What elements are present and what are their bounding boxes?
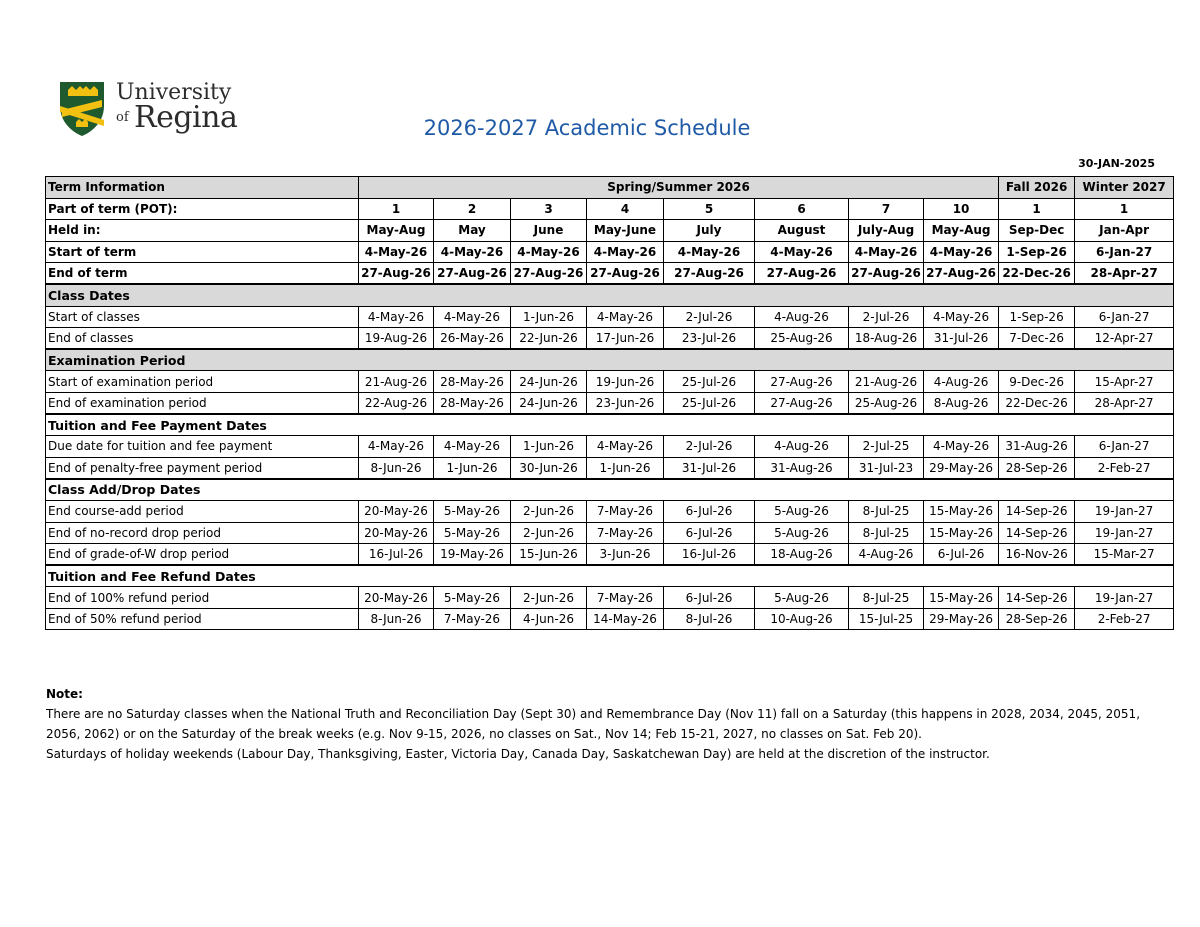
table-cell: 7 [849,198,924,220]
table-cell: 26-May-26 [434,328,511,350]
table-cell: 2-Jul-26 [849,306,924,328]
table-cell: 27-Aug-26 [755,392,849,414]
table-cell: May-June [587,220,664,242]
table-cell: 27-Aug-26 [359,263,434,285]
table-cell: 30-Jun-26 [511,457,587,479]
table-cell: 23-Jun-26 [587,392,664,414]
table-cell: 4-May-26 [434,241,511,263]
table-cell: 7-May-26 [587,587,664,609]
table-cell: 7-May-26 [434,608,511,630]
note-title: Note: [46,687,83,701]
table-cell: 22-Jun-26 [511,328,587,350]
table-cell: 4-May-26 [434,436,511,458]
row-label: Held in: [46,220,359,242]
table-cell: 1-Sep-26 [999,306,1075,328]
section-header-row [46,565,1174,587]
table-cell: 4-May-26 [587,241,664,263]
table-cell: 28-Apr-27 [1075,392,1174,414]
table-cell: 31-Jul-26 [664,457,755,479]
table-cell: 16-Nov-26 [999,544,1075,566]
table-cell: 15-Jul-25 [849,608,924,630]
header-winter: Winter 2027 [1075,177,1174,199]
table-row [46,328,1174,350]
table-cell: 18-Aug-26 [849,328,924,350]
table-cell: 10-Aug-26 [755,608,849,630]
table-cell: 4-May-26 [359,241,434,263]
header-spring-summer: Spring/Summer 2026 [359,177,999,199]
table-cell: 8-Jul-26 [664,608,755,630]
table-cell: 2-Jul-25 [849,436,924,458]
table-cell: 31-Aug-26 [755,457,849,479]
table-cell: 15-May-26 [924,500,999,522]
table-cell: 9-Dec-26 [999,371,1075,393]
table-cell: May-Aug [924,220,999,242]
row-label: End of 100% refund period [46,587,359,609]
table-cell: 28-Sep-26 [999,608,1075,630]
table-cell: May-Aug [359,220,434,242]
table-row [46,371,1174,393]
table-cell: 31-Jul-26 [924,328,999,350]
table-cell: 27-Aug-26 [511,263,587,285]
brand-university: University [116,80,232,105]
table-cell: 24-Jun-26 [511,371,587,393]
table-cell: 1-Jun-26 [511,306,587,328]
header-fall: Fall 2026 [999,177,1075,199]
table-cell: 7-May-26 [587,500,664,522]
table-cell: 25-Jul-26 [664,371,755,393]
section-header-row [46,414,1174,436]
table-cell: 6-Jul-26 [924,544,999,566]
table-cell: 25-Jul-26 [664,392,755,414]
table-row [46,436,1174,458]
table-cell: 4-May-26 [849,241,924,263]
table-cell: 2-Jul-26 [664,306,755,328]
header-row [46,177,1174,199]
note-line: Saturdays of holiday weekends (Labour Day, Thanksgiving, Easter, Victoria Day, Canada Day, Saskatchewan Day) are held at the discretion of the instructor. [46,747,990,761]
table-cell: 4 [587,198,664,220]
table-cell: 15-May-26 [924,522,999,544]
section-header-row [46,479,1174,501]
row-label: End of penalty-free payment period [46,457,359,479]
table-cell: May [434,220,511,242]
table-cell: 2-Feb-27 [1075,608,1174,630]
table-cell: July [664,220,755,242]
table-cell: 16-Jul-26 [359,544,434,566]
table-cell: August [755,220,849,242]
table-cell: 22-Aug-26 [359,392,434,414]
table-cell: 8-Jun-26 [359,457,434,479]
table-cell: 5-May-26 [434,522,511,544]
table-cell: 4-Aug-26 [755,306,849,328]
table-cell: 5-Aug-26 [755,522,849,544]
row-label: End of grade-of-W drop period [46,544,359,566]
table-cell: Sep-Dec [999,220,1075,242]
table-row [46,608,1174,630]
table-cell: 25-Aug-26 [755,328,849,350]
section-header-row [46,284,1174,306]
row-label: Start of classes [46,306,359,328]
table-cell: 8-Jun-26 [359,608,434,630]
table-cell: 7-Dec-26 [999,328,1075,350]
section-title: Class Dates [46,284,1174,306]
table-cell: 4-May-26 [511,241,587,263]
section-title: Tuition and Fee Refund Dates [46,565,1174,587]
table-cell: 1-Jun-26 [434,457,511,479]
table-row [46,544,1174,566]
brand-regina: Regina [134,100,238,135]
table-cell: Jan-Apr [1075,220,1174,242]
pot-row [46,198,1174,220]
table-cell: 4-Jun-26 [511,608,587,630]
table-cell: 4-May-26 [924,241,999,263]
table-cell: 5-May-26 [434,500,511,522]
table-cell: 5-May-26 [434,587,511,609]
table-cell: 1 [359,198,434,220]
table-cell: 12-Apr-27 [1075,328,1174,350]
page-title: 2026-2027 Academic Schedule [423,116,751,140]
table-cell: 8-Jul-25 [849,587,924,609]
table-cell: 27-Aug-26 [755,371,849,393]
table-cell: 4-Aug-26 [755,436,849,458]
table-cell: 14-Sep-26 [999,500,1075,522]
held-in-row [46,220,1174,242]
table-cell: 2-Feb-27 [1075,457,1174,479]
table-cell: 8-Jul-25 [849,522,924,544]
table-cell: 8-Aug-26 [924,392,999,414]
table-cell: 28-Sep-26 [999,457,1075,479]
date-stamp: 30-JAN-2025 [1078,157,1155,170]
table-cell: 20-May-26 [359,500,434,522]
table-cell: 19-Aug-26 [359,328,434,350]
table-cell: 27-Aug-26 [849,263,924,285]
table-cell: 3-Jun-26 [587,544,664,566]
table-cell: 24-Jun-26 [511,392,587,414]
table-cell: 17-Jun-26 [587,328,664,350]
table-cell: 27-Aug-26 [755,263,849,285]
section-title: Examination Period [46,349,1174,371]
table-cell: 8-Jul-25 [849,500,924,522]
note-block [46,684,1156,764]
brand-of: of [116,110,129,125]
table-cell: 1-Jun-26 [587,457,664,479]
table-cell: 10 [924,198,999,220]
table-row [46,522,1174,544]
table-cell: 27-Aug-26 [924,263,999,285]
table-cell: 19-May-26 [434,544,511,566]
note-line: There are no Saturday classes when the National Truth and Reconciliation Day (Sept 30) and Remembrance Day (Nov 11) fall on a Saturday (this happens in 2028, 2034, 2045, 2051, 2056, 2062) or on the Saturday of the break weeks (e.g. Nov 9-15, 2026, no classes on Sat., Nov 14; Feb 15-21, 2027, no classes on Sat. Feb 20). [46,707,1141,741]
table-cell: 29-May-26 [924,608,999,630]
table-cell: 15-Mar-27 [1075,544,1174,566]
table-cell: 27-Aug-26 [434,263,511,285]
academic-schedule-table [45,176,1174,630]
row-label: Due date for tuition and fee payment [46,436,359,458]
table-row [46,241,1174,263]
row-label: Start of term [46,241,359,263]
table-cell: 4-May-26 [587,306,664,328]
table-cell: 1 [1075,198,1174,220]
table-cell: 4-Aug-26 [924,371,999,393]
table-cell: 14-Sep-26 [999,587,1075,609]
table-cell: 20-May-26 [359,522,434,544]
table-cell: 19-Jan-27 [1075,500,1174,522]
table-cell: 2-Jun-26 [511,587,587,609]
table-cell: 28-May-26 [434,392,511,414]
table-cell: 19-Jan-27 [1075,587,1174,609]
section-title: Class Add/Drop Dates [46,479,1174,501]
table-cell: 31-Aug-26 [999,436,1075,458]
table-cell: 21-Aug-26 [849,371,924,393]
table-cell: 1-Jun-26 [511,436,587,458]
table-cell: 14-Sep-26 [999,522,1075,544]
table-cell: 2-Jun-26 [511,522,587,544]
row-label: End of 50% refund period [46,608,359,630]
section-header-row [46,349,1174,371]
table-cell: 6-Jan-27 [1075,306,1174,328]
table-cell: 6-Jul-26 [664,500,755,522]
table-cell: 28-Apr-27 [1075,263,1174,285]
table-cell: 18-Aug-26 [755,544,849,566]
table-row [46,263,1174,285]
table-cell: 14-May-26 [587,608,664,630]
row-label: End course-add period [46,500,359,522]
row-label: End of term [46,263,359,285]
table-cell: 28-May-26 [434,371,511,393]
table-cell: 5 [664,198,755,220]
section-title: Tuition and Fee Payment Dates [46,414,1174,436]
row-label: Part of term (POT): [46,198,359,220]
table-cell: 3 [511,198,587,220]
table-cell: 2-Jun-26 [511,500,587,522]
table-cell: 6-Jul-26 [664,522,755,544]
table-cell: 2 [434,198,511,220]
table-cell: 23-Jul-26 [664,328,755,350]
table-cell: 7-May-26 [587,522,664,544]
table-cell: 6-Jul-26 [664,587,755,609]
table-row [46,457,1174,479]
row-label: Start of examination period [46,371,359,393]
table-row [46,500,1174,522]
table-cell: 4-May-26 [755,241,849,263]
table-row [46,306,1174,328]
table-cell: 4-May-26 [924,436,999,458]
table-cell: 19-Jun-26 [587,371,664,393]
table-cell: 27-Aug-26 [664,263,755,285]
table-cell: 29-May-26 [924,457,999,479]
table-row [46,587,1174,609]
table-cell: 4-May-26 [359,306,434,328]
header-term-information: Term Information [46,177,359,199]
table-row [46,392,1174,414]
table-cell: 6-Jan-27 [1075,241,1174,263]
table-cell: 1-Sep-26 [999,241,1075,263]
table-cell: 4-May-26 [359,436,434,458]
table-cell: July-Aug [849,220,924,242]
table-cell: 5-Aug-26 [755,500,849,522]
table-cell: 20-May-26 [359,587,434,609]
row-label: End of examination period [46,392,359,414]
table-cell: June [511,220,587,242]
table-cell: 19-Jan-27 [1075,522,1174,544]
table-cell: 6 [755,198,849,220]
table-cell: 22-Dec-26 [999,263,1075,285]
table-cell: 4-May-26 [434,306,511,328]
table-cell: 4-May-26 [587,436,664,458]
table-cell: 5-Aug-26 [755,587,849,609]
table-cell: 27-Aug-26 [587,263,664,285]
table-cell: 25-Aug-26 [849,392,924,414]
table-cell: 15-May-26 [924,587,999,609]
row-label: End of no-record drop period [46,522,359,544]
table-cell: 31-Jul-23 [849,457,924,479]
table-cell: 4-May-26 [924,306,999,328]
table-cell: 1 [999,198,1075,220]
table-cell: 16-Jul-26 [664,544,755,566]
table-cell: 4-Aug-26 [849,544,924,566]
table-cell: 6-Jan-27 [1075,436,1174,458]
table-cell: 22-Dec-26 [999,392,1075,414]
table-cell: 15-Jun-26 [511,544,587,566]
table-cell: 21-Aug-26 [359,371,434,393]
row-label: End of classes [46,328,359,350]
table-cell: 2-Jul-26 [664,436,755,458]
table-cell: 15-Apr-27 [1075,371,1174,393]
table-cell: 4-May-26 [664,241,755,263]
